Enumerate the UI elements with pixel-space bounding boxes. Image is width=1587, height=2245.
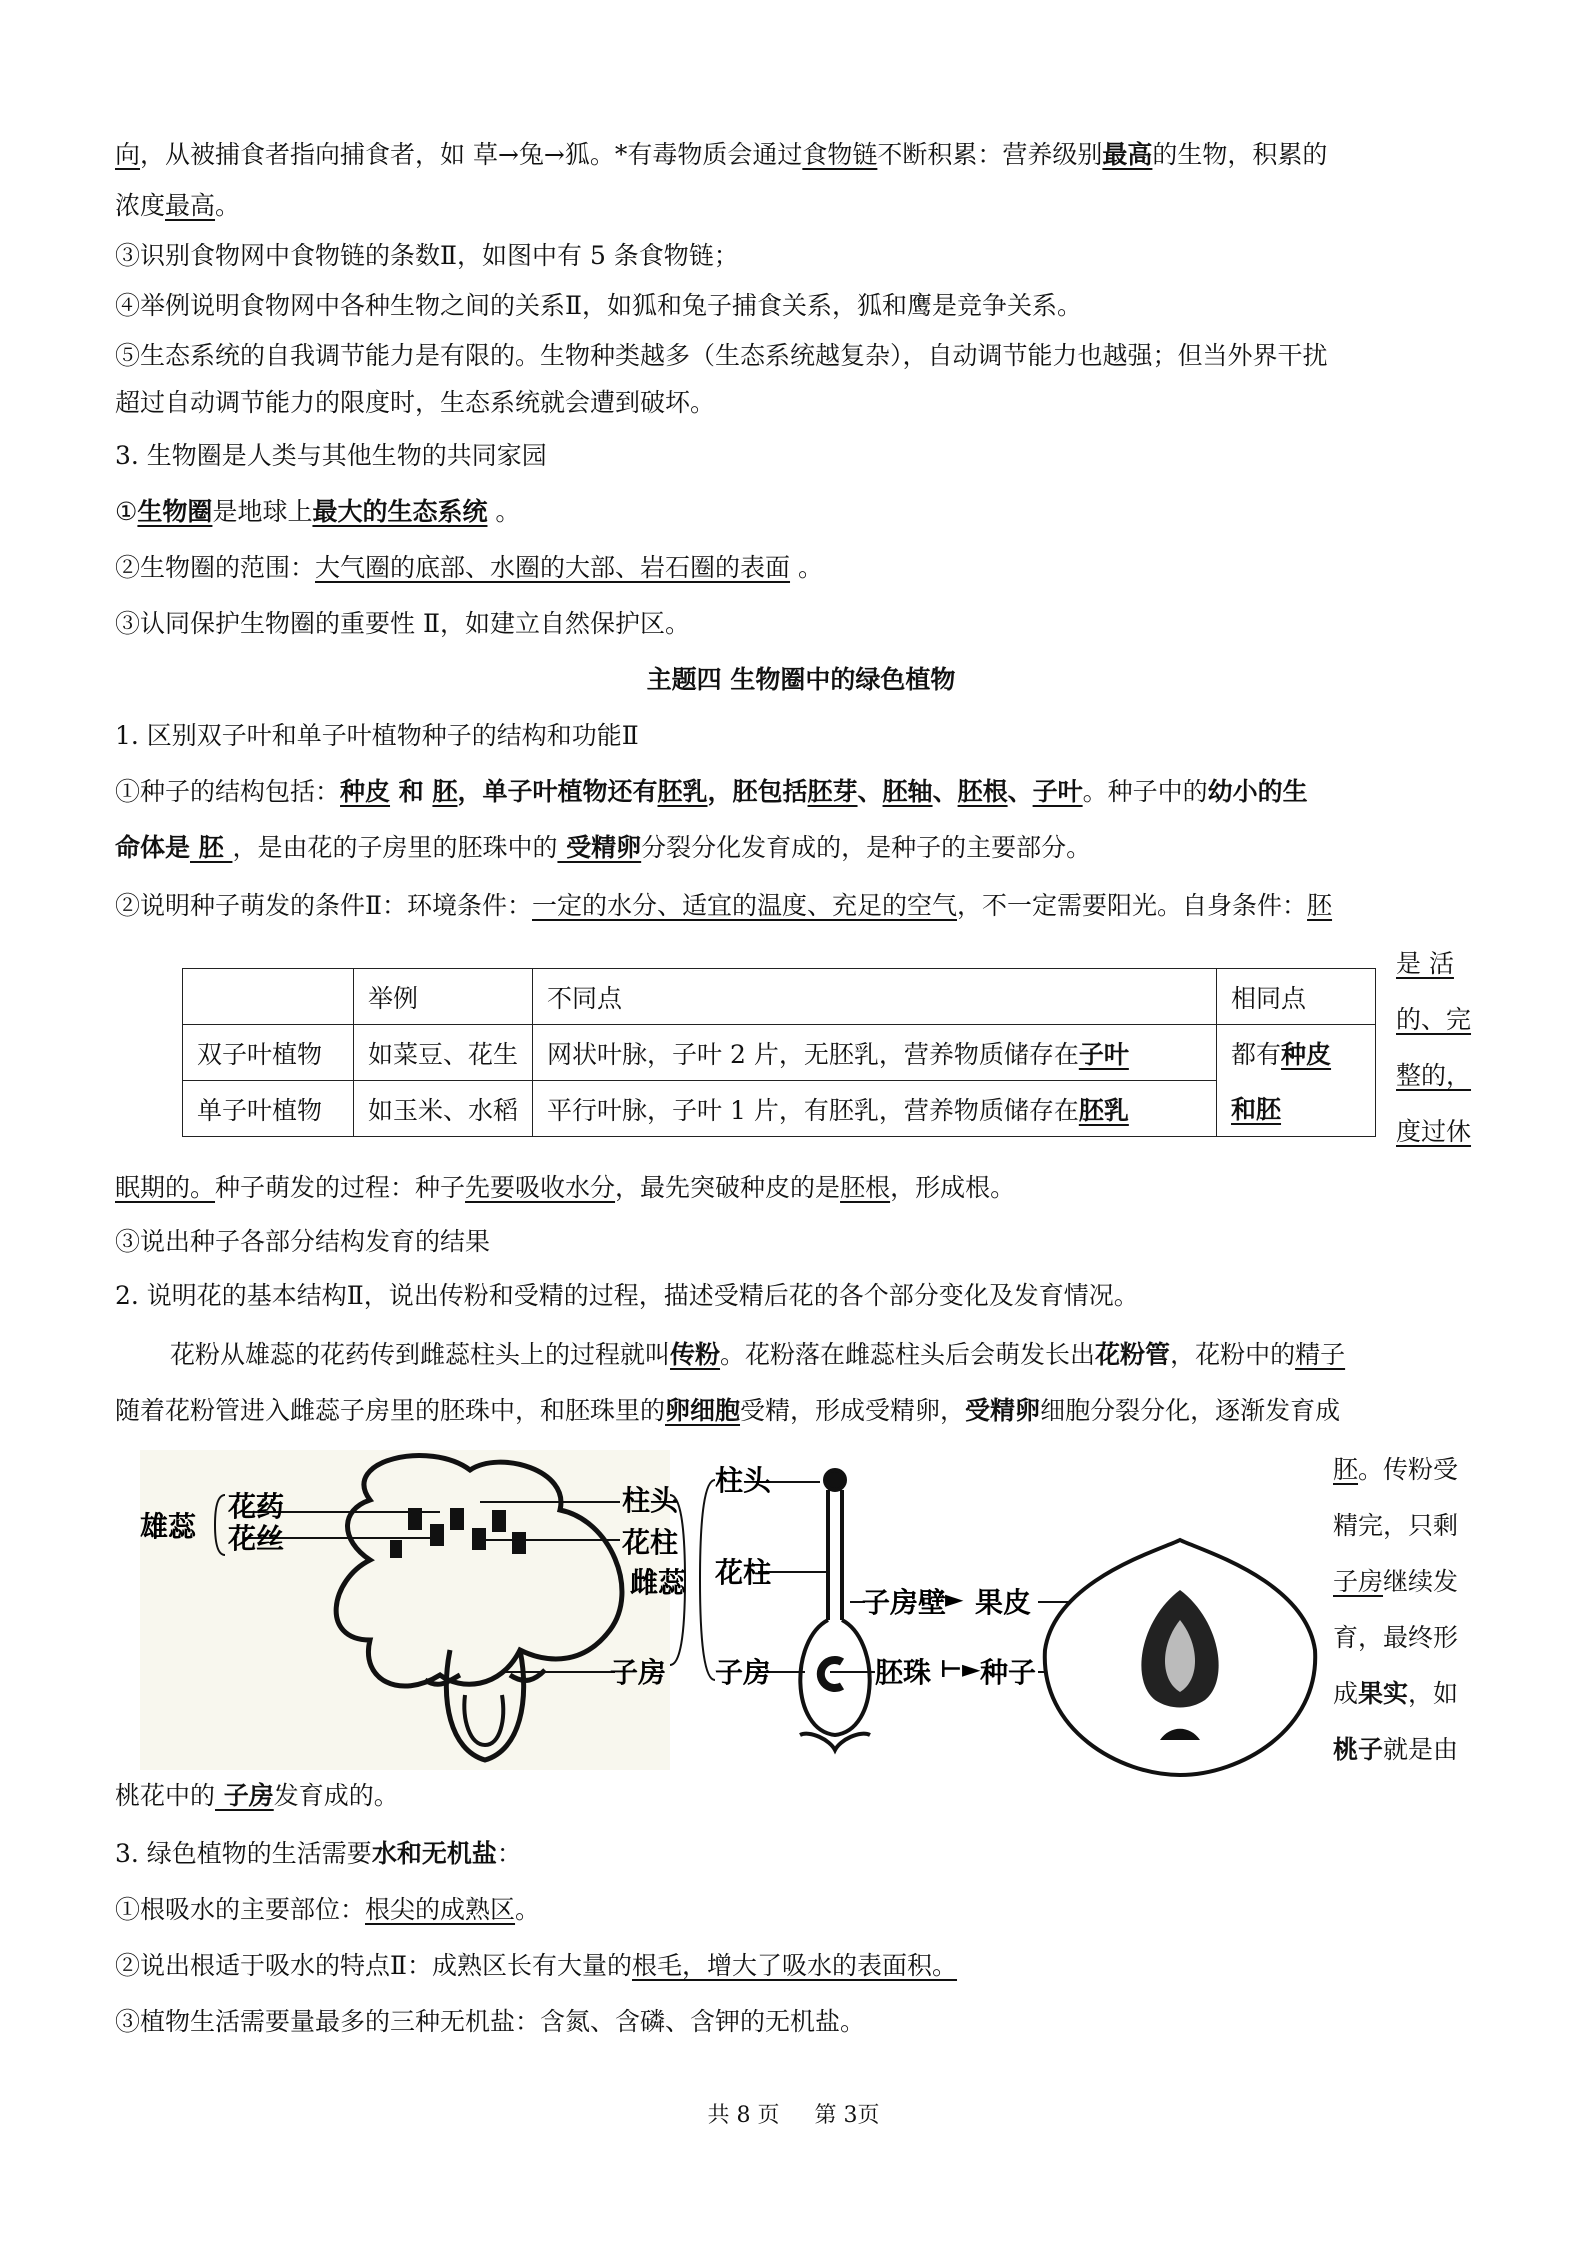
side-text: 桃子就是由: [1333, 1735, 1459, 1764]
topic-heading: 主题四 生物圈中的绿色植物: [646, 665, 956, 694]
text-line: ②生物圈的范围：大气圈的底部、水圈的大部、岩石圈的表面 。: [115, 553, 823, 582]
text-line: ⑤生态系统的自我调节能力是有限的。生物种类越多（生态系统越复杂），自动调节能力也越强；但当外界干扰: [115, 341, 1328, 370]
text-line: ②说出根适于吸水的特点Ⅱ：成熟区长有大量的根毛，增大了吸水的表面积。: [115, 1951, 958, 1980]
text-line: 浓度最高。: [115, 191, 241, 220]
text-line: 桃花中的 子房发育成的。: [115, 1781, 399, 1810]
label-stigma: 柱头: [622, 1484, 679, 1517]
label-pericarp: 果皮: [975, 1586, 1032, 1619]
label-ovule: 胚珠: [875, 1656, 932, 1689]
table-header-row: 举例 不同点 相同点: [183, 969, 1376, 1025]
text-line: 眠期的。种子萌发的过程：种子先要吸收水分，最先突破种皮的是胚根，形成根。: [115, 1173, 1016, 1202]
label-pistil: 雌蕊: [630, 1566, 687, 1599]
label-stamen: 雄蕊: [140, 1510, 197, 1543]
text-line: 命体是 胚 ，是由花的子房里的胚珠中的 受精卵分裂分化发育成的，是种子的主要部分。: [115, 833, 1092, 862]
pistil-label-lines: [758, 1482, 875, 1672]
label-pistil-style: 花柱: [715, 1556, 772, 1589]
side-text: 精完，只剩: [1333, 1511, 1459, 1540]
side-text: 整的，: [1396, 1061, 1472, 1090]
text-line: ①根吸水的主要部位：根尖的成熟区。: [115, 1895, 541, 1924]
label-pistil-ovary: 子房: [715, 1656, 772, 1689]
text-line: ①种子的结构包括：种皮 和 胚，单子叶植物还有胚乳，胚包括胚芽、胚轴、胚根、子叶。种子中的幼小的生: [115, 777, 1308, 806]
side-text: 育，最终形: [1333, 1623, 1459, 1652]
side-text: 是 活: [1396, 949, 1454, 978]
page-number: 第 3页: [814, 2103, 880, 2128]
text-line: 超过自动调节能力的限度时，生态系统就会遭到破坏。: [115, 388, 716, 417]
text-line: ③植物生活需要量最多的三种无机盐：含氮、含磷、含钾的无机盐。: [115, 2007, 866, 2036]
text-line: ③识别食物网中食物链的条数Ⅱ，如图中有 5 条食物链；: [115, 241, 739, 270]
label-filament: 花丝: [228, 1522, 285, 1555]
text-line: ①生物圈是地球上最大的生态系统 。: [115, 497, 521, 526]
text-line: ③说出种子各部分结构发育的结果: [115, 1227, 491, 1256]
side-text: 成果实，如: [1333, 1679, 1459, 1708]
text-line: ②说明种子萌发的条件Ⅱ：环境条件：一定的水分、适宜的温度、充足的空气，不一定需要阳光。自身条件：胚: [115, 891, 1333, 920]
text-line: ④举例说明食物网中各种生物之间的关系Ⅱ，如狐和兔子捕食关系，狐和鹰是竞争关系。: [115, 291, 1082, 320]
table-row: 双子叶植物 如菜豆、花生 网状叶脉，子叶 2 片，无胚乳，营养物质储存在子叶 都有种皮: [183, 1025, 1376, 1081]
section-title: 3. 绿色植物的生活需要水和无机盐：: [115, 1839, 522, 1868]
page-total: 共 8 页: [707, 2103, 780, 2128]
side-text: 的、完: [1396, 1005, 1472, 1034]
section-title: 1. 区别双子叶和单子叶植物种子的结构和功能Ⅱ: [115, 721, 639, 750]
side-text: 度过休: [1396, 1117, 1472, 1146]
pistil-illustration: [800, 1470, 870, 1750]
side-text: 子房继续发: [1333, 1567, 1459, 1596]
label-style: 花柱: [622, 1526, 679, 1559]
table-row: 单子叶植物 如玉米、水稻 平行叶脉，子叶 1 片，有胚乳，营养物质储存在胚乳 和胚: [183, 1081, 1376, 1137]
label-anther: 花药: [228, 1490, 285, 1523]
text-line: 向，从被捕食者指向捕食者，如 草→兔→狐。*有毒物质会通过食物链不断积累：营养级别最高的生物，积累的: [115, 140, 1328, 169]
section-title: 2. 说明花的基本结构Ⅱ，说出传粉和受精的过程，描述受精后花的各个部分变化及发育情况。: [115, 1281, 1139, 1310]
page-footer: [0, 2098, 1587, 2129]
seed-comparison-table: [182, 968, 1376, 1137]
label-pistil-stigma: 柱头: [715, 1464, 772, 1497]
flower-structure-diagram: [140, 1440, 1330, 1780]
text-line: ③认同保护生物圈的重要性 Ⅱ，如建立自然保护区。: [115, 609, 690, 638]
side-text: 胚。传粉受: [1333, 1455, 1459, 1484]
section-title: 3. 生物圈是人类与其他生物的共同家园: [115, 441, 547, 470]
peach-fruit-illustration: [1045, 1540, 1315, 1775]
label-ovary: 子房: [610, 1656, 667, 1689]
label-ovary-wall: 子房壁: [862, 1586, 947, 1619]
text-line: 随着花粉管进入雌蕊子房里的胚珠中，和胚珠里的卵细胞受精，形成受精卵，受精卵细胞分裂分化，逐渐发育成: [115, 1396, 1341, 1425]
arrow-icon: ⊢►: [940, 1655, 981, 1683]
arrow-icon: ►: [945, 1585, 964, 1613]
label-seed: 种子: [980, 1656, 1037, 1689]
text-line: 花粉从雄蕊的花药传到雌蕊柱头上的过程就叫传粉。花粉落在雌蕊柱头后会萌发长出花粉管，花粉中的精子: [170, 1340, 1346, 1369]
